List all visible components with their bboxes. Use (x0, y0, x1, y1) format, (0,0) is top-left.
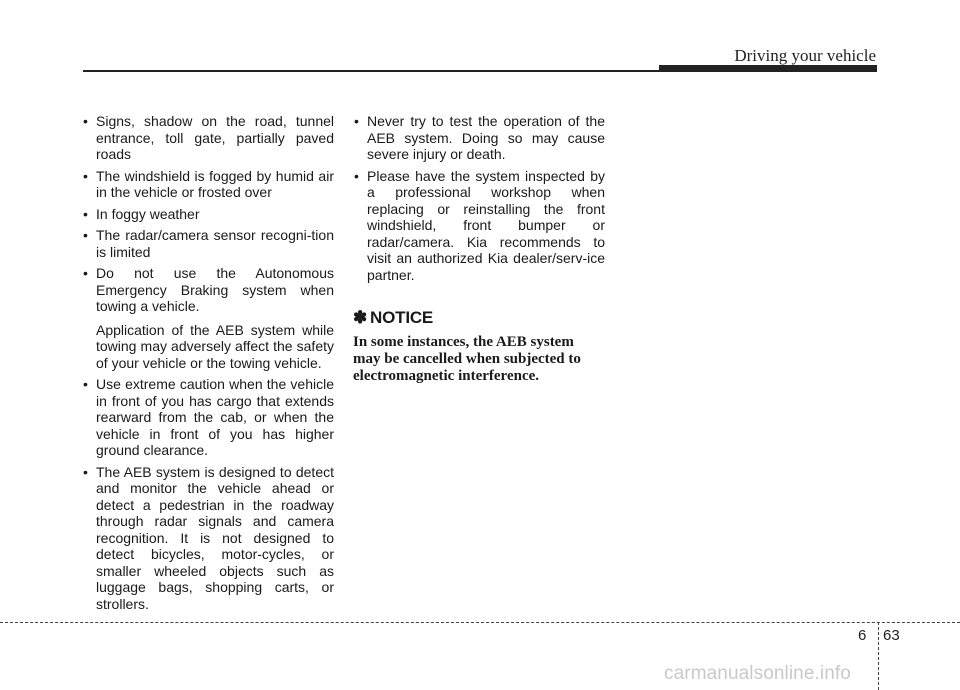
chapter-number: 6 (858, 627, 867, 644)
list-item-text: Never try to test the operation of the AEB system. Doing so may cause severe injury or death. (367, 113, 605, 162)
bullet-icon: • (83, 265, 88, 281)
left-bullet-list (82, 113, 334, 612)
list-item (82, 206, 334, 223)
bullet-icon: • (83, 227, 88, 243)
list-item (82, 227, 334, 260)
bullet-icon: • (83, 205, 88, 222)
footer-divider (0, 622, 960, 623)
list-item (353, 113, 605, 163)
bullet-icon: • (83, 463, 88, 480)
list-item-text: In foggy weather (96, 205, 200, 222)
header-rule-accent (659, 65, 877, 72)
list-item-text: The windshield is fogged by humid air in the vehicle or frosted over (96, 167, 334, 200)
left-column (82, 113, 334, 617)
page-number: 63 (883, 627, 900, 644)
list-item-text: Signs, shadow on the road, tunnel entrance, toll gate, partially paved roads (96, 113, 334, 162)
notice-body: In some instances, the AEB system may be cancelled when subjected to electromagnetic interference. (353, 333, 581, 384)
list-item-text: Please have the system inspected by a professional workshop when replacing or reinstalling the front windshield, front bumper or radar/camera. Kia recommends to visit an authorized Kia dealer/serv-ice partner. (367, 167, 605, 283)
bullet-icon: • (354, 167, 359, 184)
footer-vertical-divider (878, 622, 879, 690)
header-title: Driving your vehicle (734, 46, 876, 65)
list-item (82, 376, 334, 459)
list-item (82, 265, 334, 371)
right-column (353, 113, 605, 385)
list-item-text: Do not use the Autonomous Emergency Braking system when towing a vehicle. (96, 265, 334, 314)
notice-heading (353, 310, 605, 327)
list-item (82, 168, 334, 201)
bullet-icon: • (83, 376, 88, 392)
list-item (82, 113, 334, 163)
list-item (82, 464, 334, 613)
list-item-text: Use extreme caution when the vehicle in front of you has cargo that extends rearward from the cab, or when the vehicle in front of you has higher ground clearance. (96, 376, 334, 458)
bullet-icon: • (354, 113, 359, 129)
asterisk-icon: ✽ (353, 308, 368, 327)
list-item-text: The radar/camera sensor recogni-tion is limited (96, 227, 334, 260)
list-item-subtext: Application of the AEB system while towing may adversely affect the safety of your vehicle or the towing vehicle. (96, 321, 334, 371)
watermark: carmanualsonline.info (664, 663, 851, 684)
list-item (353, 168, 605, 284)
right-bullet-list (353, 113, 605, 283)
notice-title: NOTICE (370, 308, 434, 327)
bullet-icon: • (83, 167, 88, 184)
list-item-text: The AEB system is designed to detect and monitor the vehicle ahead or detect a pedestrian in the roadway through radar signals and camera recognition. It is not designed to detect bicycles, motor-cycles, or smaller wheeled objects such as luggage bags, shopping carts, or strollers. (96, 463, 334, 612)
bullet-icon: • (83, 113, 88, 129)
